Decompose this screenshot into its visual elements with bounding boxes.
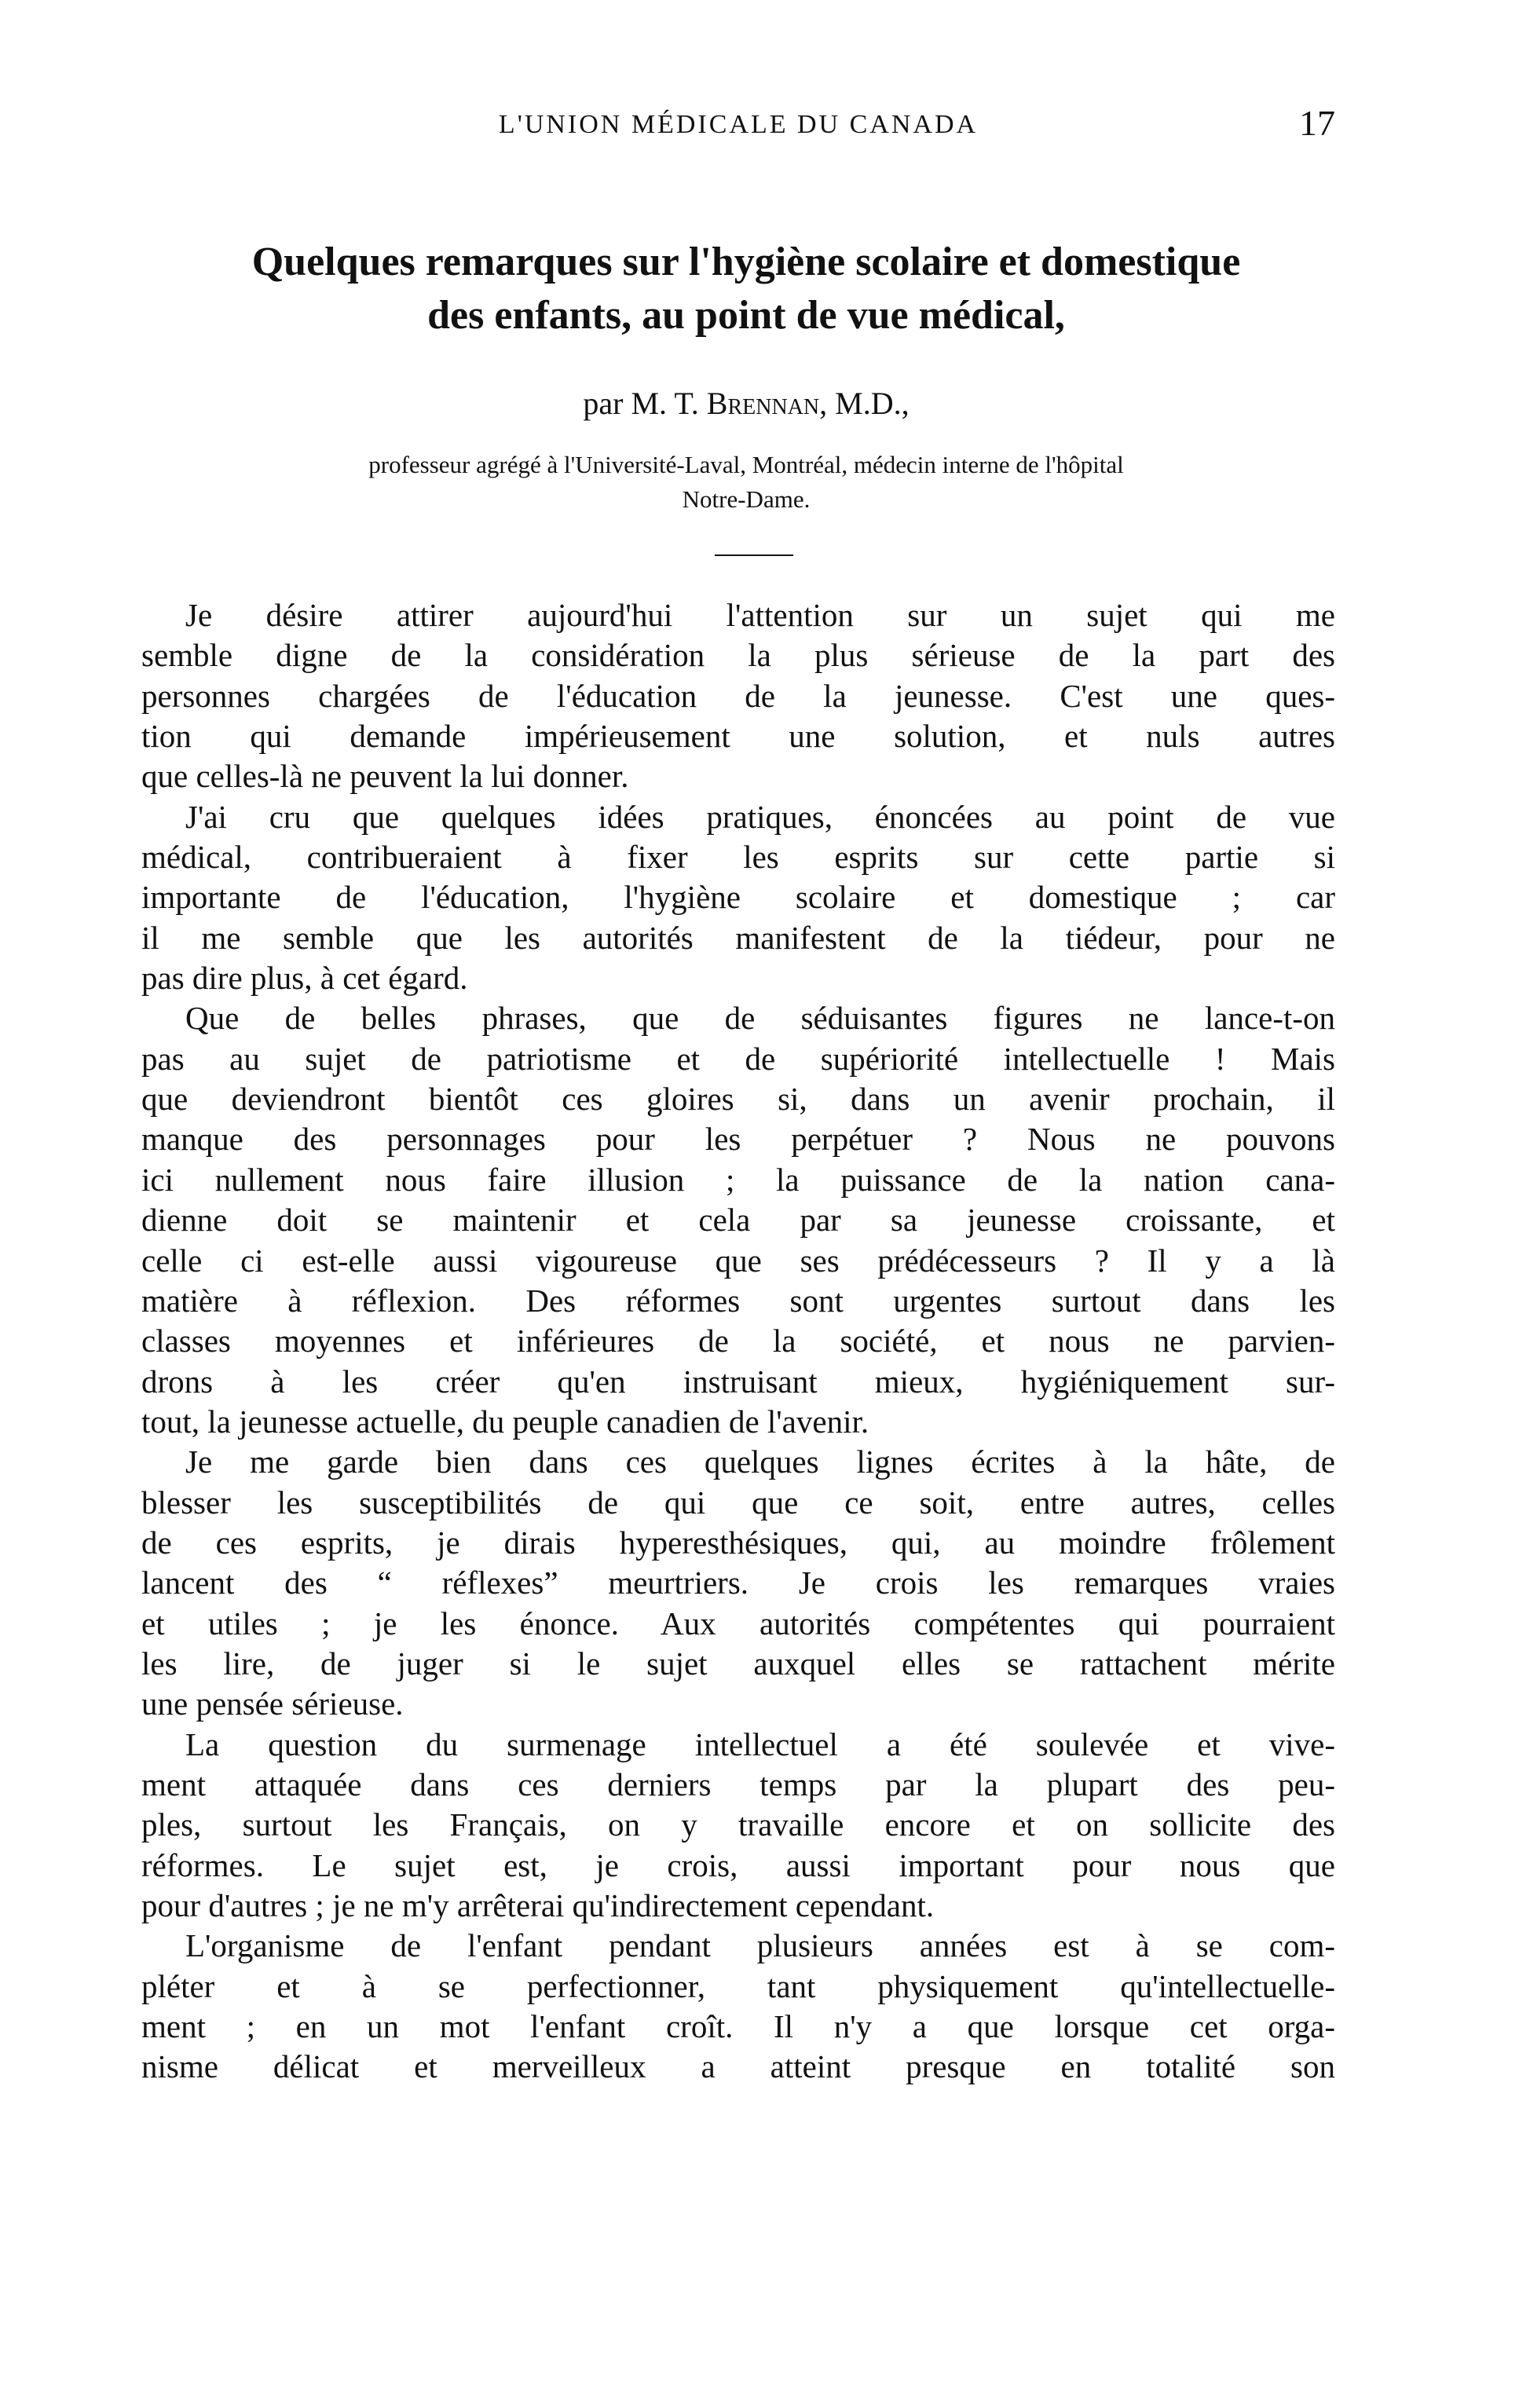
body-line: Je me garde bien dans ces quelques lignes écrites à la hâte, de [185,1444,1335,1480]
body-line: médical, contribueraient à fixer les esprits sur cette partie si [141,839,1335,876]
affiliation-line-1: professeur agrégé à l'Université-Laval, Montréal, médecin interne de l'hôpital [368,451,1124,478]
body-line: réformes. Le sujet est, je crois, aussi important pour nous que [141,1846,1335,1883]
body-line: de ces esprits, je dirais hyperesthésiques, qui, au moindre frôlement [141,1524,1335,1561]
body-line: blesser les susceptibilités de qui que ce soit, entre autres, celles [141,1484,1335,1521]
body-line: ples, surtout les Français, on y travaille encore et on sollicite des [141,1806,1335,1843]
running-title: L'UNION MÉDICALE DU CANADA [498,110,979,139]
body-line: La question du surmenage intellectuel a été soulevée et vive- [185,1725,1335,1762]
body-line: matière à réflexion. Des réformes sont urgentes surtout dans les [141,1282,1335,1319]
body-line: L'organisme de l'enfant pendant plusieurs années est à se com- [185,1927,1335,1964]
author-name: M. T. Brennan, M.D., [631,386,910,421]
body-line: classes moyennes et inférieures de la société, et nous ne parvien- [141,1323,1335,1360]
byline-prefix: par [583,386,624,421]
body-line: Je désire attirer aujourd'hui l'attention sur un sujet qui me [185,597,1335,633]
article-body [141,595,1335,2088]
byline [141,385,1351,422]
body-line: pas au sujet de patriotisme et de supériorité intellectuelle ! Mais [141,1040,1335,1077]
title-divider [715,554,793,556]
body-line: tion qui demande impérieusement une solution, et nuls autres [141,718,1335,755]
body-line: tout, la jeunesse actuelle, du peuple canadien de l'avenir. [141,1403,869,1440]
affiliation-line-2: Notre-Dame. [682,485,811,513]
article-title-line-1: Quelques remarques sur l'hygiène scolaire et domestique [251,240,1241,284]
body-line: pléter et à se perfectionner, tant physiquement qu'intellectuelle- [141,1967,1335,2004]
body-line: une pensée sérieuse. [141,1685,404,1722]
body-line: Que de belles phrases, que de séduisantes figures ne lance-t-on [185,1000,1335,1037]
body-line: nisme délicat et merveilleux a atteint presque en totalité son [141,2048,1335,2085]
body-line: celle ci est-elle aussi vigoureuse que ses prédécesseurs ? Il y a là [141,1242,1335,1279]
article-title-line-2: des enfants, au point de vue médical, [427,293,1065,338]
body-line: les lire, de juger si le sujet auxquel elles se rattachent mérite [141,1645,1335,1682]
body-line: J'ai cru que quelques idées pratiques, énoncées au point de vue [185,798,1335,835]
body-line: semble digne de la considération la plus sérieuse de la part des [141,637,1335,674]
body-line: et utiles ; je les énonce. Aux autorités compétentes qui pourraient [141,1605,1335,1641]
body-line: pour d'autres ; je ne m'y arrêterai qu'indirectement cependant. [141,1887,935,1923]
body-line: lancent des “ réflexes” meurtriers. Je crois les remarques vraies [141,1564,1335,1601]
body-line: ici nullement nous faire illusion ; la puissance de la nation cana- [141,1161,1335,1198]
body-line: personnes chargées de l'éducation de la jeunesse. C'est une ques- [141,677,1335,714]
body-line: pas dire plus, à cet égard. [141,960,468,997]
author-affiliation [141,448,1351,517]
body-line: que deviendront bientôt ces gloires si, dans un avenir prochain, il [141,1081,1335,1118]
body-line: il me semble que les autorités manifestent de la tiédeur, pour ne [141,919,1335,956]
body-line: ment attaquée dans ces derniers temps par la plupart des peu- [141,1766,1335,1802]
body-line: dienne doit se maintenir et cela par sa jeunesse croissante, et [141,1202,1335,1239]
body-line: manque des personnages pour les perpétuer ? Nous ne pouvons [141,1121,1335,1158]
page-number: 17 [1299,103,1335,143]
article-title [149,236,1343,342]
body-line: ment ; en un mot l'enfant croît. Il n'y a que lorsque cet orga- [141,2008,1335,2045]
body-line: importante de l'éducation, l'hygiène scolaire et domestique ; car [141,879,1335,916]
running-header [141,102,1335,149]
body-line: que celles-là ne peuvent la lui donner. [141,758,629,795]
body-line: drons à les créer qu'en instruisant mieux, hygiéniquement sur- [141,1363,1335,1400]
